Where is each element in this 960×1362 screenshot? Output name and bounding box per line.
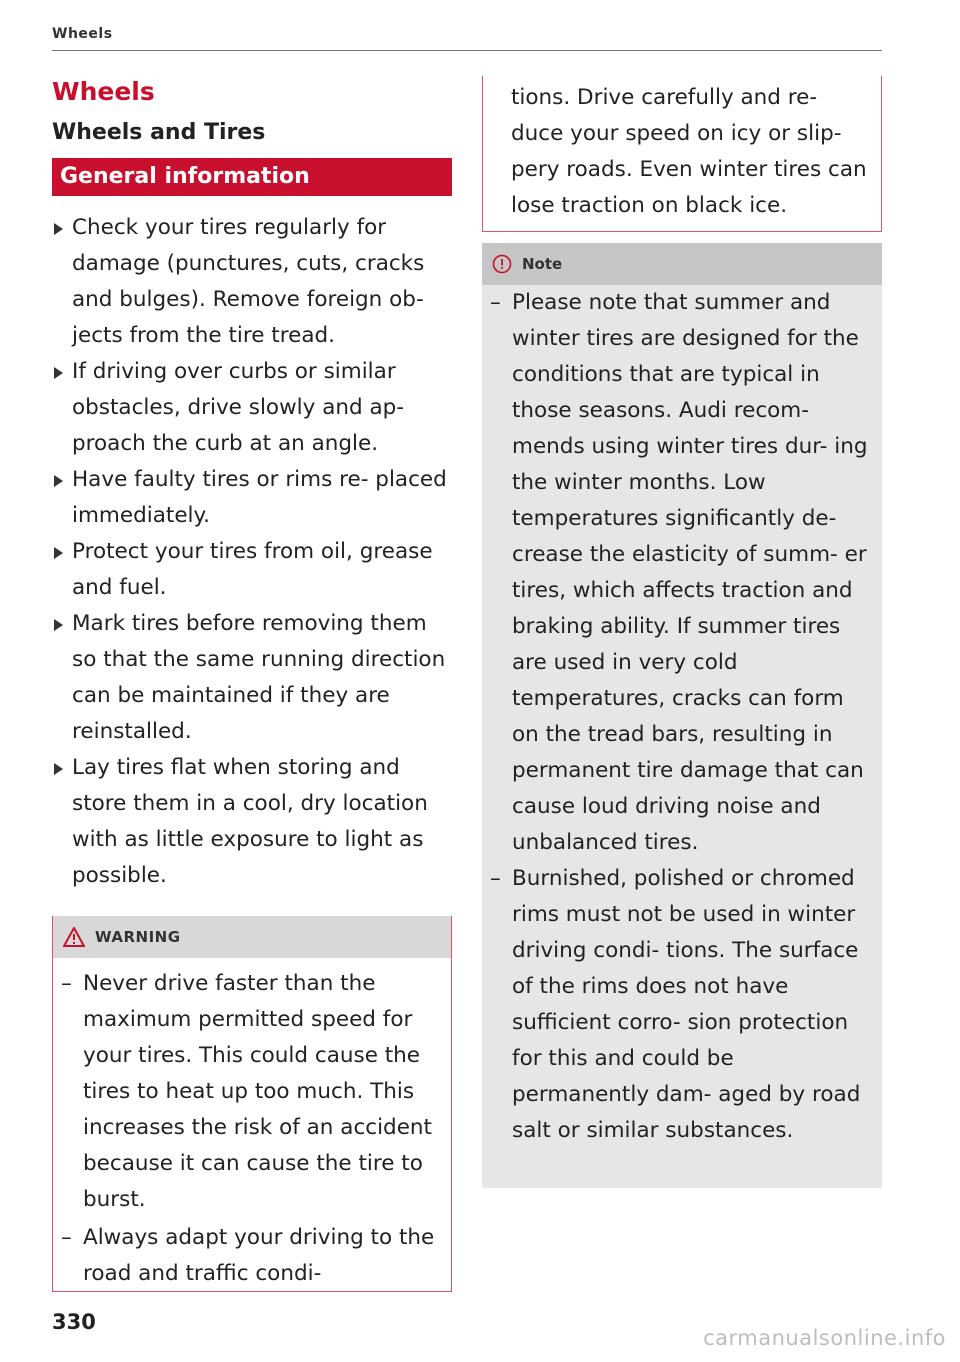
note-label: Note xyxy=(522,255,563,273)
warning-list xyxy=(53,958,451,1292)
running-head: Wheels xyxy=(52,26,113,42)
subsection-banner: General information xyxy=(52,158,452,196)
chapter-heading: Wheels xyxy=(52,77,155,106)
arrow-bullet-icon xyxy=(54,763,63,775)
list-item: Lay tires flat when storing and store them in a cool, dry location with as little exposure to light as possible. xyxy=(52,750,452,894)
note-list xyxy=(482,285,882,1149)
warning-triangle-icon xyxy=(63,927,85,947)
warning-label: WARNING xyxy=(95,928,181,946)
warning-continuation-text: tions. Drive carefully and re- duce your speed on icy or slip- pery roads. Even winter tires can lose traction on black ice. xyxy=(511,85,867,218)
page-number: 330 xyxy=(52,1310,96,1334)
list-item: Have faulty tires or rims re- placed immediately. xyxy=(52,462,452,534)
arrow-bullet-icon xyxy=(54,619,63,631)
list-item: If driving over curbs or similar obstacles, drive slowly and ap- proach the curb at an angle. xyxy=(52,354,452,462)
arrow-bullet-icon xyxy=(54,367,63,379)
list-item: – Never drive faster than the maximum permitted speed for your tires. This could cause the tires to heat up too much. This increases the risk of an accident because it can cause the tire to burst. xyxy=(61,971,432,1212)
list-item: Mark tires before removing them so that the same running direction can be maintained if they are reinstalled. xyxy=(52,606,452,750)
arrow-bullet-icon xyxy=(54,475,63,487)
watermark: carmanualsonline.info xyxy=(703,1326,946,1350)
instruction-list xyxy=(52,210,452,894)
section-heading: Wheels and Tires xyxy=(52,120,266,145)
note-info-icon xyxy=(492,254,512,274)
left-column xyxy=(52,76,452,894)
list-item: Check your tires regularly for damage (punctures, cuts, cracks and bulges). Remove foreign ob- jects from the tire tread. xyxy=(52,210,452,354)
note-header xyxy=(482,243,882,285)
note-box xyxy=(482,243,882,1188)
arrow-bullet-icon xyxy=(54,223,63,235)
list-item: – Always adapt your driving to the road and traffic condi- xyxy=(61,1225,435,1286)
list-item: Protect your tires from oil, grease and fuel. xyxy=(52,534,452,606)
warning-continuation xyxy=(482,76,882,232)
list-item: – Burnished, polished or chromed rims must not be used in winter driving condi- tions. The surface of the rims does not have sufficient corro- sion protection for this and could be permanently dam- aged by road salt or similar substances. xyxy=(490,866,861,1143)
warning-box xyxy=(52,916,452,1292)
list-item: – Please note that summer and winter tires are designed for the conditions that are typical in those seasons. Audi recom- mends using winter tires dur- ing the winter months. Low temperatures significantly de- crease the elasticity of summ- er tires, which affects traction and braking ability. If summer tires are used in very cold temperatures, cracks can form on the tread bars, resulting in permanent tire damage that can cause loud driving noise and unbalanced tires. xyxy=(490,290,868,855)
warning-header xyxy=(53,916,451,958)
arrow-bullet-icon xyxy=(54,547,63,559)
header-rule xyxy=(52,50,882,51)
